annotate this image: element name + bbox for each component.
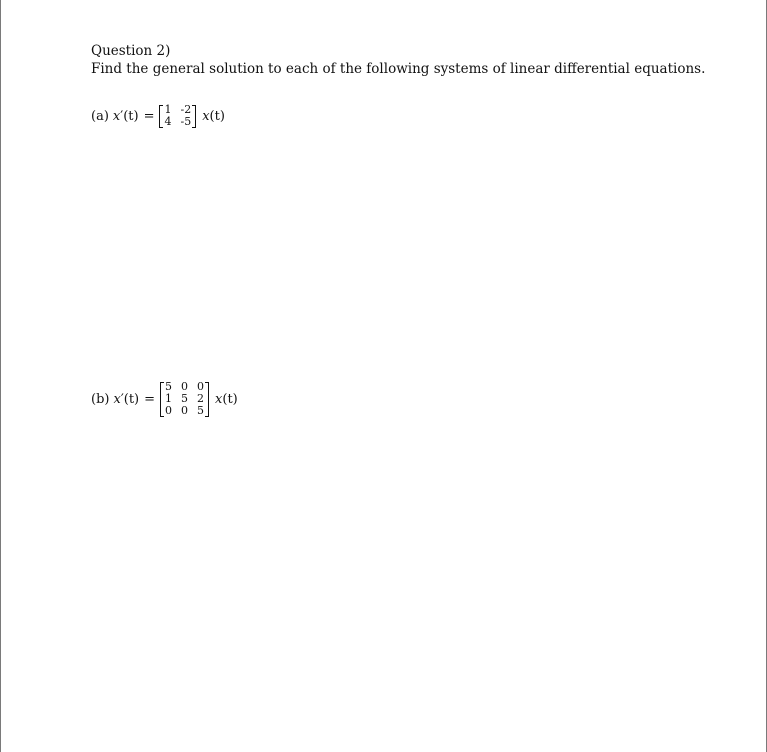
question-instruction: Find the general solution to each of the following systems of linear differential equations. — [91, 61, 706, 77]
problem-b — [91, 381, 238, 417]
problem-b-matrix — [160, 381, 209, 417]
matrix-cell: 1 — [165, 392, 173, 405]
problem-b-rhs-var: x — [215, 391, 223, 407]
problem-b-label: (b) — [91, 391, 110, 407]
matrix-cell: 5 — [181, 392, 189, 405]
problem-a-equals: = — [143, 108, 155, 124]
problem-b-lhs-var: x — [113, 391, 121, 407]
question-heading: Question 2) — [91, 43, 171, 59]
matrix-cell: 0 — [165, 404, 173, 417]
matrix-cell: 2 — [197, 392, 205, 405]
matrix-cell: -2 — [180, 103, 192, 116]
matrix-cell: 5 — [197, 404, 205, 417]
problem-a-matrix — [159, 104, 196, 128]
problem-a-lhs-rest: ′(t) — [120, 108, 139, 124]
problem-a-rhs — [202, 109, 225, 124]
problem-a-rhs-rest: (t) — [209, 108, 225, 124]
problem-a-label: (a) — [91, 108, 109, 124]
problem-b-lhs — [113, 392, 139, 407]
problem-b-rhs — [215, 392, 238, 407]
matrix-cell: 5 — [165, 380, 173, 393]
matrix-cell: -5 — [180, 115, 192, 128]
problem-a-lhs-var: x — [112, 108, 121, 124]
problem-a — [91, 104, 225, 128]
problem-b-equals: = — [144, 391, 156, 407]
matrix-cell: 0 — [181, 380, 189, 393]
matrix-cell: 0 — [197, 380, 205, 393]
problem-a-lhs — [113, 109, 139, 124]
matrix-cell: 1 — [164, 103, 172, 116]
problem-b-rhs-rest: (t) — [222, 391, 238, 407]
matrix-cell: 4 — [164, 115, 172, 128]
problem-b-lhs-rest: ′(t) — [120, 391, 140, 407]
problem-a-rhs-var: x — [202, 108, 210, 124]
matrix-cell: 0 — [181, 404, 189, 417]
